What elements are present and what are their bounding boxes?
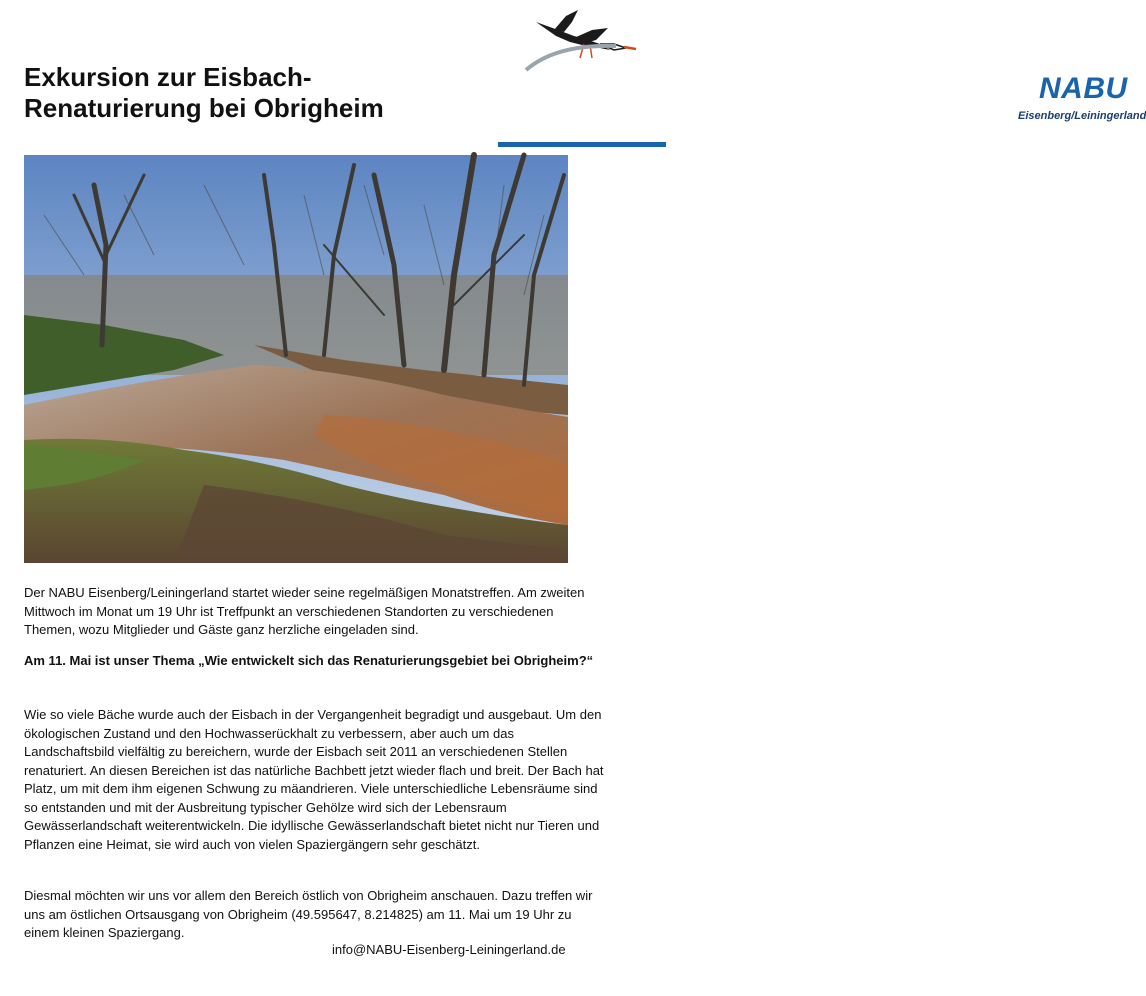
intro-paragraph: Der NABU Eisenberg/Leiningerland startet wieder seine regelmäßigen Monatstreffen. Am zweiten Mittwoch im Monat um 19 Uhr ist Treffpunkt an verschiedenen Standorten zu verschiedenen Themen, wozu Mitglieder und Gäste ganz herzliche eingeladen sind. bbox=[24, 585, 585, 637]
contact-email[interactable]: info@NABU-Eisenberg-Leiningerland.de bbox=[332, 942, 566, 957]
logo-wordmark: NABU bbox=[1039, 72, 1128, 105]
meeting-paragraph: Diesmal möchten wir uns vor allem den Bereich östlich von Obrigheim anschauen. Dazu treffen wir uns am östlichen Ortsausgang von Obrigheim (49.595647, 8.214825) am 11. Mai um 19 Uhr zu einem kleinen Spaziergang. bbox=[24, 888, 593, 940]
body-paragraph: Wie so viele Bäche wurde auch der Eisbach in der Vergangenheit begradigt und ausgebaut. Um den ökologischen Zustand und den Hochwasserückhalt zu verbessern, aber auch um das Landschaftsbild vielfältig zu bereichern, wurde der Eisbach seit 2011 an verschiedenen Stellen renaturiert. An diesen Bereichen ist das natürliche Bachbett jetzt wieder flach und breit. Der Bach hat Platz, um mit dem ihm eigenen Schwung zu mäandrieren. Viele unterschiedliche Lebensräume sind so entstanden und mit der Ausbreitung typischer Gehölze wird sich der Lebensraum Gewässerlandschaft weiterentwickeln. Die idyllische Gewässerlandschaft bietet nicht nur Tieren und Pflanzen eine Heimat, sie wird auch von vielen Spaziergängern sehr geschätzt. bbox=[24, 707, 604, 852]
logo-divider bbox=[498, 142, 666, 147]
topic-paragraph: Am 11. Mai ist unser Thema „Wie entwickelt sich das Renaturierungsgebiet bei Obrigheim?“ bbox=[24, 653, 594, 668]
page-title: Exkursion zur Eisbach-Renaturierung bei Obrigheim bbox=[24, 62, 384, 123]
creek-photo bbox=[24, 155, 568, 563]
logo-subtitle: Eisenberg/Leiningerland bbox=[1018, 110, 1146, 122]
nabu-logo bbox=[496, 0, 1146, 150]
stork-icon bbox=[496, 0, 666, 80]
